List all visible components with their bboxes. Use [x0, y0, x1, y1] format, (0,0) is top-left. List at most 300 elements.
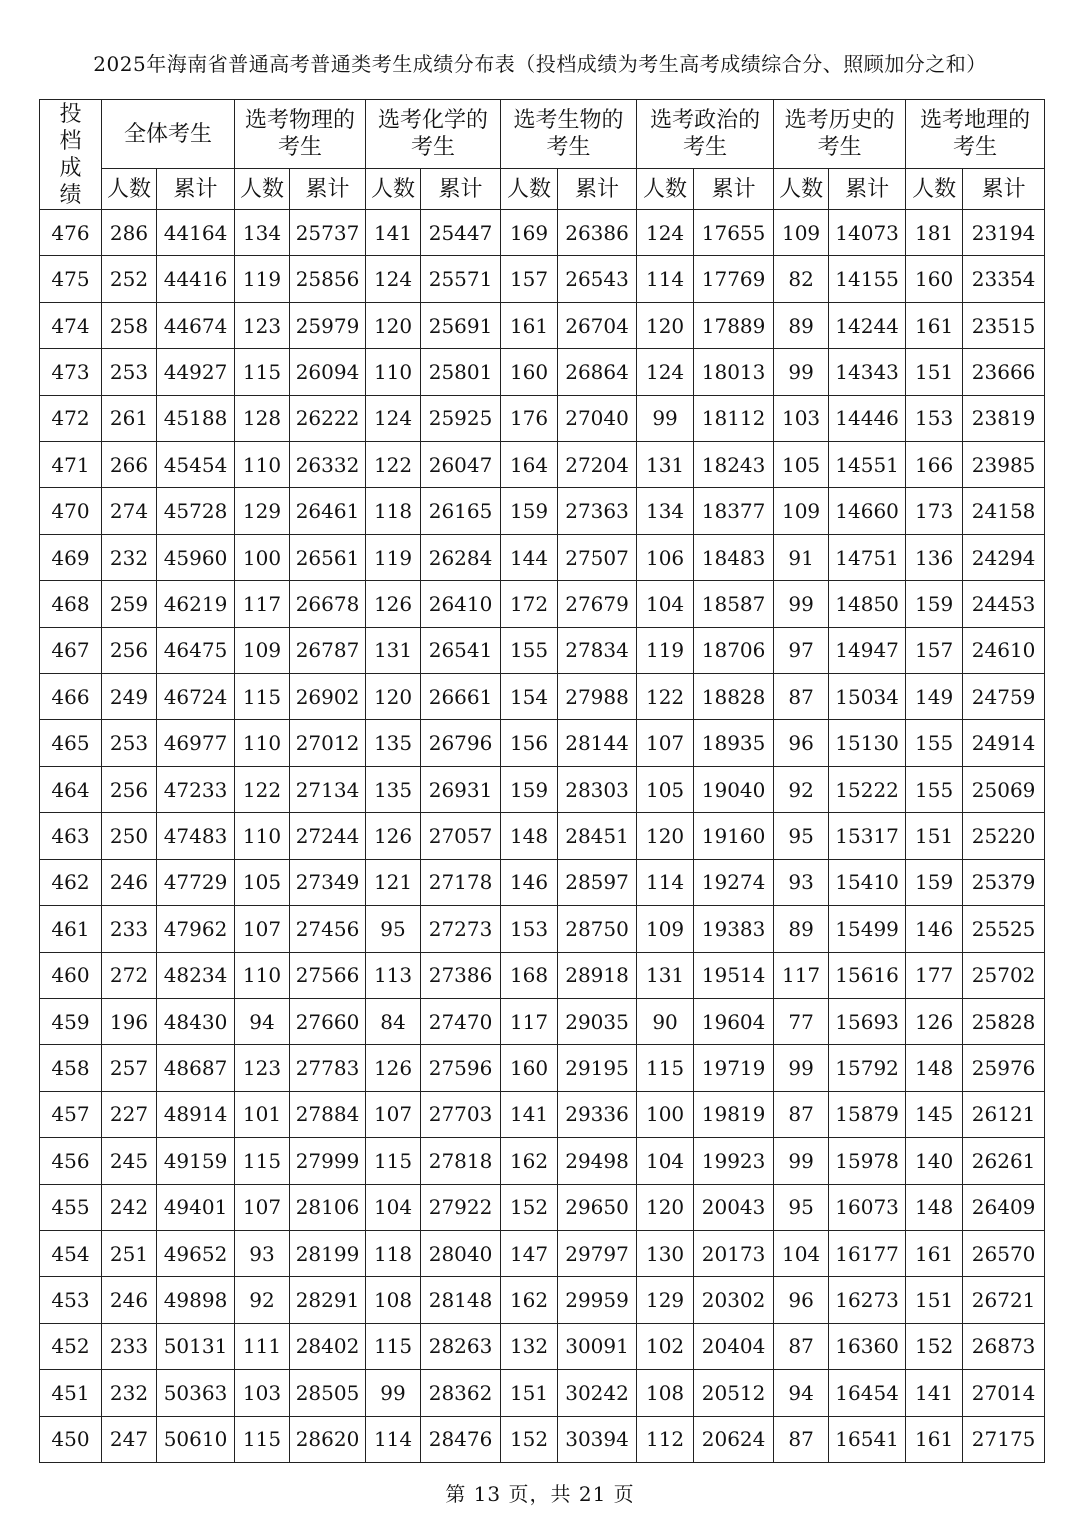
cumulative-cell: 14947 [829, 627, 906, 673]
count-cell: 119 [637, 627, 694, 673]
count-cell: 258 [102, 302, 157, 348]
cumulative-cell: 27012 [290, 720, 366, 766]
count-cell: 151 [906, 349, 963, 395]
count-cell: 108 [366, 1277, 421, 1323]
cumulative-cell: 16454 [829, 1370, 906, 1416]
group-header: 选考政治的考生 [637, 100, 774, 169]
count-cell: 256 [102, 766, 157, 812]
count-cell: 95 [366, 906, 421, 952]
score-cell: 475 [40, 256, 102, 302]
cumulative-cell: 46977 [157, 720, 235, 766]
cumulative-cell: 44674 [157, 302, 235, 348]
table-row [40, 998, 1045, 1044]
count-cell: 110 [235, 813, 290, 859]
score-cell: 461 [40, 906, 102, 952]
cumulative-cell: 14551 [829, 442, 906, 488]
count-cell: 105 [235, 859, 290, 905]
count-cell: 130 [637, 1230, 694, 1276]
score-cell: 469 [40, 534, 102, 580]
cumulative-cell: 29498 [558, 1138, 637, 1184]
count-cell: 89 [774, 302, 829, 348]
count-cell: 131 [637, 442, 694, 488]
count-cell: 181 [906, 210, 963, 256]
count-cell: 141 [501, 1091, 558, 1137]
cumulative-cell: 27134 [290, 766, 366, 812]
count-cell: 124 [366, 395, 421, 441]
table-row [40, 1091, 1045, 1137]
count-cell: 261 [102, 395, 157, 441]
cumulative-cell: 16073 [829, 1184, 906, 1230]
score-cell: 450 [40, 1416, 102, 1462]
count-cell: 99 [774, 1138, 829, 1184]
score-cell: 468 [40, 581, 102, 627]
count-cell: 131 [366, 627, 421, 673]
count-cell: 233 [102, 906, 157, 952]
count-cell: 256 [102, 627, 157, 673]
group-header: 选考生物的考生 [501, 100, 637, 169]
cumulative-cell: 19383 [694, 906, 774, 952]
count-cell: 132 [501, 1323, 558, 1369]
count-cell: 145 [906, 1091, 963, 1137]
count-cell: 107 [235, 906, 290, 952]
cumulative-cell: 26678 [290, 581, 366, 627]
count-cell: 114 [637, 256, 694, 302]
score-column-header: 投档成绩 [40, 100, 102, 210]
cumulative-cell: 27273 [421, 906, 501, 952]
count-cell: 155 [906, 720, 963, 766]
count-cell: 109 [774, 210, 829, 256]
count-cell: 149 [906, 674, 963, 720]
cumulative-cell: 26165 [421, 488, 501, 534]
count-cell: 114 [637, 859, 694, 905]
table-row [40, 256, 1045, 302]
cumulative-cell: 14446 [829, 395, 906, 441]
cumulative-cell: 14343 [829, 349, 906, 395]
cumulative-cell: 25525 [963, 906, 1045, 952]
cumulative-cell: 44164 [157, 210, 235, 256]
count-cell: 156 [501, 720, 558, 766]
cumulative-cell: 27178 [421, 859, 501, 905]
count-cell: 147 [501, 1230, 558, 1276]
score-cell: 472 [40, 395, 102, 441]
cumulative-cell: 15616 [829, 952, 906, 998]
cumulative-cell: 28303 [558, 766, 637, 812]
count-cell: 146 [501, 859, 558, 905]
table-row [40, 1230, 1045, 1276]
count-cell: 177 [906, 952, 963, 998]
score-cell: 467 [40, 627, 102, 673]
cumulative-cell: 16541 [829, 1416, 906, 1462]
cumulative-cell: 47729 [157, 859, 235, 905]
score-cell: 470 [40, 488, 102, 534]
cumulative-cell: 18935 [694, 720, 774, 766]
count-cell: 245 [102, 1138, 157, 1184]
count-subheader: 人数 [366, 169, 421, 210]
cumulative-cell: 29195 [558, 1045, 637, 1091]
count-subheader: 人数 [906, 169, 963, 210]
cumulative-cell: 26796 [421, 720, 501, 766]
cumulative-cell: 26121 [963, 1091, 1045, 1137]
count-cell: 252 [102, 256, 157, 302]
count-subheader: 人数 [774, 169, 829, 210]
cumulative-cell: 20512 [694, 1370, 774, 1416]
count-cell: 162 [501, 1138, 558, 1184]
count-cell: 153 [906, 395, 963, 441]
count-subheader: 人数 [102, 169, 157, 210]
count-cell: 157 [501, 256, 558, 302]
cumulative-cell: 19514 [694, 952, 774, 998]
cumulative-cell: 14850 [829, 581, 906, 627]
count-cell: 124 [637, 349, 694, 395]
score-cell: 476 [40, 210, 102, 256]
count-cell: 104 [774, 1230, 829, 1276]
count-cell: 135 [366, 720, 421, 766]
count-cell: 102 [637, 1323, 694, 1369]
cumulative-cell: 14660 [829, 488, 906, 534]
count-cell: 232 [102, 534, 157, 580]
cumulative-cell: 30242 [558, 1370, 637, 1416]
table-row [40, 1184, 1045, 1230]
count-cell: 110 [235, 720, 290, 766]
cumulative-cell: 44416 [157, 256, 235, 302]
count-cell: 259 [102, 581, 157, 627]
count-cell: 120 [637, 302, 694, 348]
cumulative-cell: 26261 [963, 1138, 1045, 1184]
count-cell: 115 [235, 349, 290, 395]
count-cell: 84 [366, 998, 421, 1044]
count-subheader: 人数 [637, 169, 694, 210]
count-cell: 105 [774, 442, 829, 488]
count-cell: 99 [637, 395, 694, 441]
count-cell: 95 [774, 813, 829, 859]
count-cell: 153 [501, 906, 558, 952]
cumulative-cell: 15499 [829, 906, 906, 952]
score-cell: 462 [40, 859, 102, 905]
count-cell: 118 [366, 488, 421, 534]
table-row [40, 1138, 1045, 1184]
count-cell: 122 [366, 442, 421, 488]
cumulative-cell: 18377 [694, 488, 774, 534]
group-header: 选考历史的考生 [774, 100, 906, 169]
cumulative-cell: 27596 [421, 1045, 501, 1091]
cumulative-cell: 28291 [290, 1277, 366, 1323]
score-cell: 466 [40, 674, 102, 720]
cumulative-cell: 27040 [558, 395, 637, 441]
count-cell: 117 [501, 998, 558, 1044]
count-cell: 166 [906, 442, 963, 488]
table-row [40, 1416, 1045, 1462]
count-cell: 115 [366, 1323, 421, 1369]
cumulative-cell: 19040 [694, 766, 774, 812]
cumulative-cell: 27660 [290, 998, 366, 1044]
count-cell: 122 [235, 766, 290, 812]
count-cell: 107 [637, 720, 694, 766]
count-cell: 112 [637, 1416, 694, 1462]
cumulative-cell: 28148 [421, 1277, 501, 1323]
cumulative-cell: 26543 [558, 256, 637, 302]
count-cell: 126 [366, 813, 421, 859]
count-cell: 242 [102, 1184, 157, 1230]
count-cell: 159 [501, 766, 558, 812]
cumulative-cell: 25856 [290, 256, 366, 302]
cumulative-cell: 26787 [290, 627, 366, 673]
cumulative-cell: 18013 [694, 349, 774, 395]
count-cell: 129 [235, 488, 290, 534]
table-row [40, 906, 1045, 952]
cumulative-cell: 50131 [157, 1323, 235, 1369]
count-cell: 169 [501, 210, 558, 256]
count-cell: 93 [235, 1230, 290, 1276]
cumulative-cell: 23354 [963, 256, 1045, 302]
cumulative-cell: 23985 [963, 442, 1045, 488]
cumulative-cell: 27057 [421, 813, 501, 859]
table-row [40, 766, 1045, 812]
cumulative-cell: 46724 [157, 674, 235, 720]
cumulative-cell: 15034 [829, 674, 906, 720]
score-cell: 474 [40, 302, 102, 348]
cumulative-cell: 30394 [558, 1416, 637, 1462]
table-row [40, 1277, 1045, 1323]
table-row [40, 720, 1045, 766]
cumulative-cell: 18828 [694, 674, 774, 720]
count-cell: 109 [774, 488, 829, 534]
cumulative-cell: 17889 [694, 302, 774, 348]
cumulative-cell: 27884 [290, 1091, 366, 1137]
cumulative-cell: 26902 [290, 674, 366, 720]
cumulative-cell: 20173 [694, 1230, 774, 1276]
cumulative-cell: 28263 [421, 1323, 501, 1369]
count-cell: 134 [235, 210, 290, 256]
count-cell: 110 [366, 349, 421, 395]
count-cell: 164 [501, 442, 558, 488]
count-cell: 162 [501, 1277, 558, 1323]
count-cell: 136 [906, 534, 963, 580]
count-cell: 95 [774, 1184, 829, 1230]
count-cell: 227 [102, 1091, 157, 1137]
count-cell: 155 [906, 766, 963, 812]
cumulative-cell: 49898 [157, 1277, 235, 1323]
count-cell: 160 [906, 256, 963, 302]
cumulative-cell: 19274 [694, 859, 774, 905]
count-cell: 129 [637, 1277, 694, 1323]
cumulative-cell: 28476 [421, 1416, 501, 1462]
cumulative-cell: 23515 [963, 302, 1045, 348]
count-cell: 99 [366, 1370, 421, 1416]
cumulative-cell: 26864 [558, 349, 637, 395]
cumulative-cell: 24294 [963, 534, 1045, 580]
count-cell: 94 [235, 998, 290, 1044]
group-header: 全体考生 [102, 100, 235, 169]
cumulative-cell: 14073 [829, 210, 906, 256]
count-cell: 126 [366, 1045, 421, 1091]
table-row [40, 674, 1045, 720]
table-row [40, 1323, 1045, 1369]
cumulative-cell: 17655 [694, 210, 774, 256]
count-cell: 107 [235, 1184, 290, 1230]
cumulative-cell: 26931 [421, 766, 501, 812]
cumulative-cell: 26541 [421, 627, 501, 673]
score-cell: 455 [40, 1184, 102, 1230]
table-row [40, 349, 1045, 395]
count-cell: 161 [501, 302, 558, 348]
count-cell: 96 [774, 1277, 829, 1323]
count-cell: 109 [637, 906, 694, 952]
cumulative-cell: 16273 [829, 1277, 906, 1323]
count-cell: 134 [637, 488, 694, 534]
count-cell: 115 [235, 1416, 290, 1462]
score-cell: 451 [40, 1370, 102, 1416]
cumulative-cell: 28144 [558, 720, 637, 766]
count-cell: 120 [637, 1184, 694, 1230]
count-cell: 119 [235, 256, 290, 302]
group-header: 选考化学的考生 [366, 100, 501, 169]
cumulative-cell: 15879 [829, 1091, 906, 1137]
cumulative-cell: 45960 [157, 534, 235, 580]
count-cell: 253 [102, 720, 157, 766]
cumulative-cell: 26386 [558, 210, 637, 256]
cumulative-cell: 18706 [694, 627, 774, 673]
cumulative-cell: 27566 [290, 952, 366, 998]
cumulative-subheader: 累计 [963, 169, 1045, 210]
count-cell: 105 [637, 766, 694, 812]
count-cell: 159 [906, 859, 963, 905]
cumulative-cell: 48687 [157, 1045, 235, 1091]
cumulative-cell: 27363 [558, 488, 637, 534]
cumulative-cell: 46475 [157, 627, 235, 673]
count-cell: 126 [906, 998, 963, 1044]
count-cell: 106 [637, 534, 694, 580]
table-row [40, 581, 1045, 627]
cumulative-cell: 28106 [290, 1184, 366, 1230]
count-cell: 196 [102, 998, 157, 1044]
cumulative-cell: 23666 [963, 349, 1045, 395]
count-cell: 159 [906, 581, 963, 627]
cumulative-cell: 26284 [421, 534, 501, 580]
count-cell: 96 [774, 720, 829, 766]
cumulative-cell: 26561 [290, 534, 366, 580]
count-cell: 266 [102, 442, 157, 488]
count-cell: 94 [774, 1370, 829, 1416]
score-cell: 454 [40, 1230, 102, 1276]
table-row [40, 302, 1045, 348]
count-cell: 92 [774, 766, 829, 812]
cumulative-cell: 25801 [421, 349, 501, 395]
cumulative-cell: 44927 [157, 349, 235, 395]
cumulative-cell: 47962 [157, 906, 235, 952]
cumulative-subheader: 累计 [157, 169, 235, 210]
cumulative-cell: 27507 [558, 534, 637, 580]
cumulative-cell: 25976 [963, 1045, 1045, 1091]
cumulative-cell: 18587 [694, 581, 774, 627]
cumulative-cell: 20624 [694, 1416, 774, 1462]
score-cell: 453 [40, 1277, 102, 1323]
count-cell: 148 [501, 813, 558, 859]
cumulative-cell: 27456 [290, 906, 366, 952]
count-cell: 286 [102, 210, 157, 256]
count-cell: 113 [366, 952, 421, 998]
count-cell: 87 [774, 1323, 829, 1369]
cumulative-cell: 29959 [558, 1277, 637, 1323]
score-cell: 452 [40, 1323, 102, 1369]
cumulative-cell: 15978 [829, 1138, 906, 1184]
count-cell: 161 [906, 1230, 963, 1276]
score-cell: 458 [40, 1045, 102, 1091]
cumulative-cell: 29336 [558, 1091, 637, 1137]
score-distribution-table [39, 99, 1045, 1463]
count-cell: 99 [774, 1045, 829, 1091]
cumulative-cell: 27783 [290, 1045, 366, 1091]
cumulative-cell: 16177 [829, 1230, 906, 1276]
count-cell: 101 [235, 1091, 290, 1137]
cumulative-cell: 15693 [829, 998, 906, 1044]
table-row [40, 395, 1045, 441]
count-cell: 247 [102, 1416, 157, 1462]
cumulative-cell: 14244 [829, 302, 906, 348]
count-cell: 159 [501, 488, 558, 534]
cumulative-cell: 28199 [290, 1230, 366, 1276]
count-cell: 124 [637, 210, 694, 256]
cumulative-cell: 25069 [963, 766, 1045, 812]
cumulative-cell: 28620 [290, 1416, 366, 1462]
cumulative-cell: 27244 [290, 813, 366, 859]
count-cell: 152 [501, 1184, 558, 1230]
cumulative-cell: 26570 [963, 1230, 1045, 1276]
count-cell: 141 [366, 210, 421, 256]
count-cell: 151 [501, 1370, 558, 1416]
cumulative-cell: 20043 [694, 1184, 774, 1230]
cumulative-cell: 18112 [694, 395, 774, 441]
cumulative-cell: 27703 [421, 1091, 501, 1137]
count-cell: 126 [366, 581, 421, 627]
cumulative-cell: 26873 [963, 1323, 1045, 1369]
cumulative-cell: 24610 [963, 627, 1045, 673]
count-cell: 103 [235, 1370, 290, 1416]
cumulative-cell: 26721 [963, 1277, 1045, 1323]
cumulative-cell: 45188 [157, 395, 235, 441]
cumulative-cell: 25220 [963, 813, 1045, 859]
count-cell: 155 [501, 627, 558, 673]
table-row [40, 1045, 1045, 1091]
cumulative-cell: 48430 [157, 998, 235, 1044]
page-title: 2025年海南省普通高考普通类考生成绩分布表（投档成绩为考生高考成绩综合分、照顾加分之和） [93, 52, 987, 76]
cumulative-cell: 25447 [421, 210, 501, 256]
cumulative-cell: 48914 [157, 1091, 235, 1137]
count-cell: 99 [774, 349, 829, 395]
count-cell: 92 [235, 1277, 290, 1323]
cumulative-cell: 45728 [157, 488, 235, 534]
cumulative-cell: 26332 [290, 442, 366, 488]
count-cell: 99 [774, 581, 829, 627]
score-cell: 464 [40, 766, 102, 812]
count-cell: 120 [366, 302, 421, 348]
cumulative-subheader: 累计 [829, 169, 906, 210]
cumulative-cell: 26047 [421, 442, 501, 488]
score-cell: 473 [40, 349, 102, 395]
cumulative-cell: 25737 [290, 210, 366, 256]
cumulative-subheader: 累计 [558, 169, 637, 210]
count-cell: 141 [906, 1370, 963, 1416]
cumulative-cell: 28040 [421, 1230, 501, 1276]
count-cell: 104 [637, 581, 694, 627]
count-cell: 140 [906, 1138, 963, 1184]
score-cell: 465 [40, 720, 102, 766]
cumulative-cell: 47483 [157, 813, 235, 859]
count-cell: 128 [235, 395, 290, 441]
count-cell: 233 [102, 1323, 157, 1369]
count-cell: 272 [102, 952, 157, 998]
count-cell: 232 [102, 1370, 157, 1416]
count-cell: 124 [366, 256, 421, 302]
